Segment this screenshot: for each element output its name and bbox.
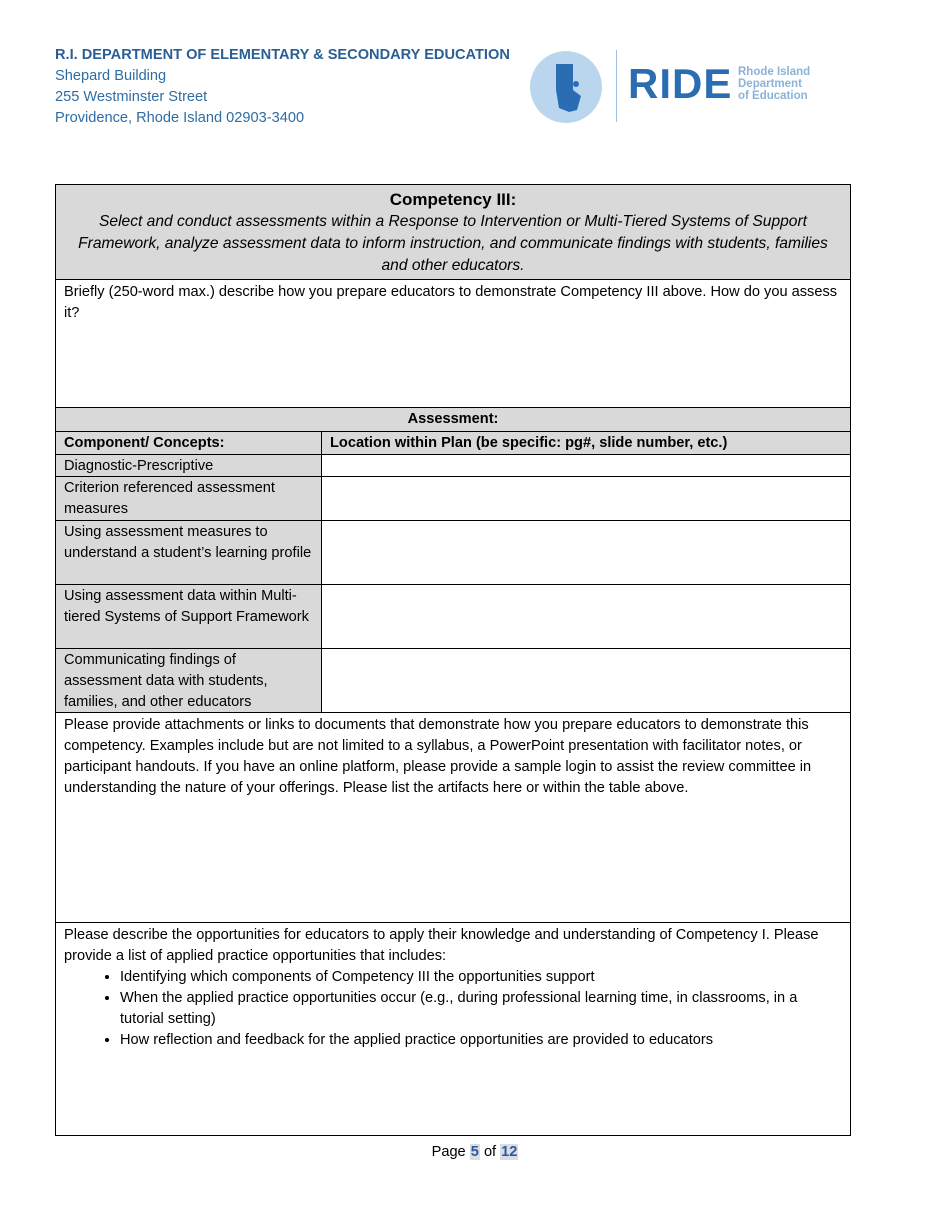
prompt-attachments[interactable]: Please provide attachments or links to documents that demonstrate how you prepare educators to demonstrate this competency. Examples include but are not limited to a syllabus, a PowerPoint presentation with facilitator notes, or participant handouts. If you have an online platform, please provide a sample login to assist the review committee in understanding the nature of your offerings. Please list the artifacts here or within the table above. [55, 713, 851, 923]
address-line-2: 255 Westminster Street [55, 89, 208, 105]
competency-description: Select and conduct assessments within a Response to Intervention or Multi-Tiered Systems of Support Framework, analyze assessment data to inform instruction, and communicate findings with students, families and other educators. [78, 213, 828, 274]
component-label: Communicating findings of assessment data with students, families, and other educators [56, 649, 322, 712]
org-name: R.I. DEPARTMENT OF ELEMENTARY & SECONDARY EDUCATION [55, 47, 510, 63]
component-label: Using assessment data within Multi-tiered Systems of Support Framework [56, 585, 322, 648]
competency-form [55, 184, 851, 1136]
location-cell[interactable] [322, 649, 850, 712]
address-line-3: Providence, Rhode Island 02903-3400 [55, 110, 305, 126]
prompt-describe-preparation[interactable]: Briefly (250-word max.) describe how you prepare educators to demonstrate Competency III above. How do you assess it? [55, 280, 851, 408]
list-item: • Identifying which components of Competency III the opportunities support [120, 967, 842, 988]
location-cell[interactable] [322, 477, 850, 520]
table-row [55, 649, 851, 713]
location-cell[interactable] [322, 585, 850, 648]
table-row [55, 477, 851, 521]
competency-title: Competency III: [389, 190, 517, 209]
prompt-applied-practice[interactable]: Please describe the opportunities for educators to apply their knowledge and understanding of Competency I. Please provide a list of applied practice opportunities that includes: • Identifying which components of Competency III the opportunities support • When the applied practice opportunities occur (e.g., during professional learning time, in classrooms, in a tutorial setting) • How reflection and feedback for the applied practice opportunities are provided to educators [55, 923, 851, 1136]
address-line-1: Shepard Building [55, 68, 167, 84]
location-cell[interactable] [322, 521, 850, 584]
assessment-heading: Assessment: [55, 408, 851, 432]
table-row [55, 455, 851, 477]
component-label: Criterion referenced assessment measures [56, 477, 322, 520]
table-row [55, 585, 851, 649]
location-cell[interactable] [322, 455, 850, 476]
table-row [55, 521, 851, 585]
component-label: Diagnostic-Prescriptive [56, 455, 322, 476]
current-page: 5 [470, 1144, 479, 1160]
competency-header [55, 184, 851, 280]
ride-logo-text: RIDE [628, 60, 733, 107]
applied-practice-list [64, 967, 842, 1051]
assessment-column-headers [55, 432, 851, 455]
list-item: • When the applied practice opportunities occur (e.g., during professional learning time, in classrooms, in a tutorial setting) [120, 988, 842, 1030]
list-item: • How reflection and feedback for the applied practice opportunities are provided to educators [120, 1030, 842, 1051]
total-pages: 12 [501, 1144, 518, 1160]
column-header-component: Component/ Concepts: [56, 432, 322, 454]
column-header-location: Location within Plan (be specific: pg#, slide number, etc.) [330, 435, 728, 451]
component-label: Using assessment measures to understand a student’s learning profile [56, 521, 322, 584]
ride-logo-subtitle: Rhode Island Department of Education [738, 66, 811, 102]
page-footer: Page 5 of 12 [431, 1144, 518, 1160]
logo-divider [616, 50, 617, 122]
letterhead [55, 45, 510, 129]
